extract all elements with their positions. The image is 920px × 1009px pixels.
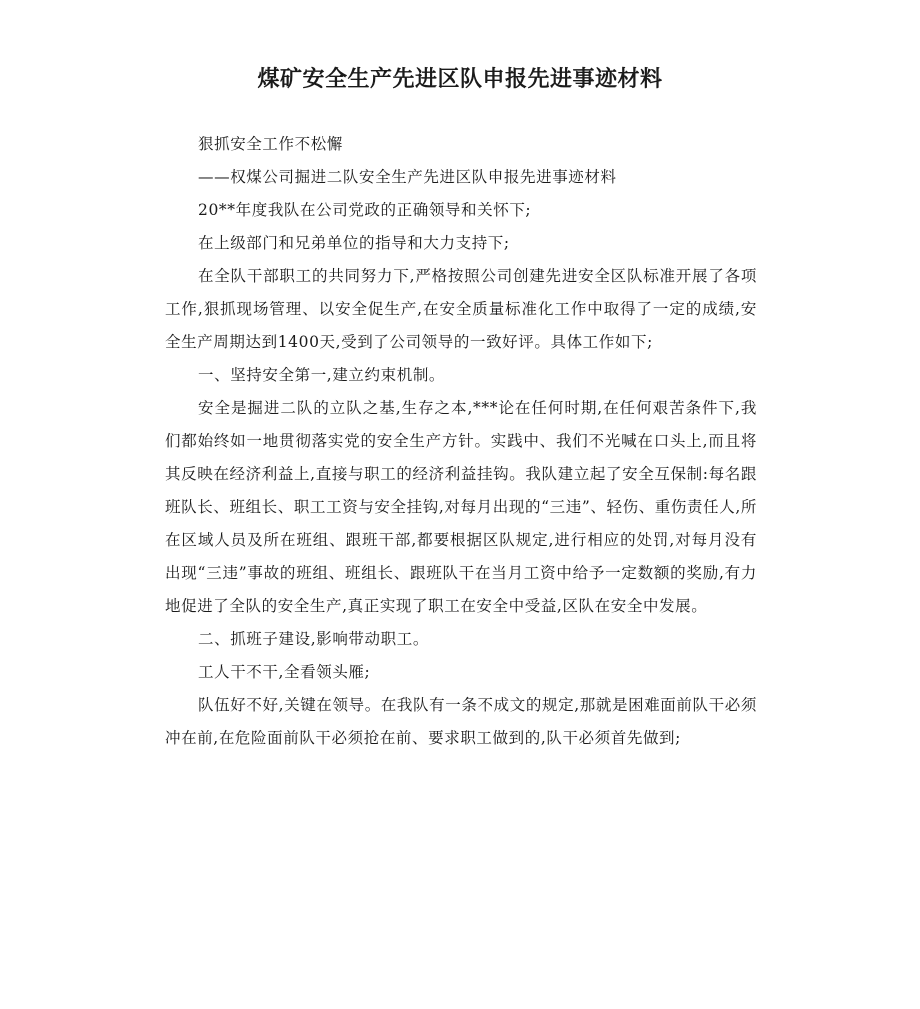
paragraph: 20**年度我队在公司党政的正确领导和关怀下; [198,201,532,219]
paragraph: 在全队干部职工的共同努力下,严格按照公司创建先进安全区队标准开展了各项工作,狠抓现场管理、以安全促生产,在安全质量标准化工作中取得了一定的成绩,安全生产周期达到1400天,受到了公司领导的一致好评。具体工作如下; [165,267,757,351]
paragraph: 在上级部门和兄弟单位的指导和大力支持下; [198,234,510,252]
document-title: 煤矿安全生产先进区队申报先进事迹材料 [257,67,663,92]
paragraph: 工人干不干,全看领头雁; [198,663,371,681]
subtitle: ——权煤公司掘进二队安全生产先进区队申报先进事迹材料 [198,168,617,186]
paragraph: 安全是掘进二队的立队之基,生存之本,***论在任何时期,在任何艰苦条件下,我们都始终如一地贯彻落实党的安全生产方针。实践中、我们不光喊在口头上,而且将其反映在经济利益上,直接与职工的经济利益挂钩。我队建立起了安全互保制:每名跟班队长、班组长、职工工资与安全挂钩,对每月出现的“三违”、轻伤、重伤责任人,所在区域人员及所在班组、跟班干部,都要根据区队规定,进行相应的处罚,对每月没有出现“三违”事故的班组、班组长、跟班队干在当月工资中给予一定数额的奖励,有力地促进了全队的安全生产,真正实现了职工在安全中受益,区队在安全中发展。 [165,399,757,615]
section-heading: 二、抓班子建设,影响带动职工。 [198,630,429,648]
paragraph: 队伍好不好,关键在领导。在我队有一条不成文的规定,那就是困难面前队干必须冲在前,在危险面前队干必须抢在前、要求职工做到的,队干必须首先做到; [165,696,757,747]
section-heading: 一、坚持安全第一,建立约束机制。 [198,366,446,384]
document-body [165,128,757,755]
heading-slogan: 狠抓安全工作不松懈 [198,135,343,153]
